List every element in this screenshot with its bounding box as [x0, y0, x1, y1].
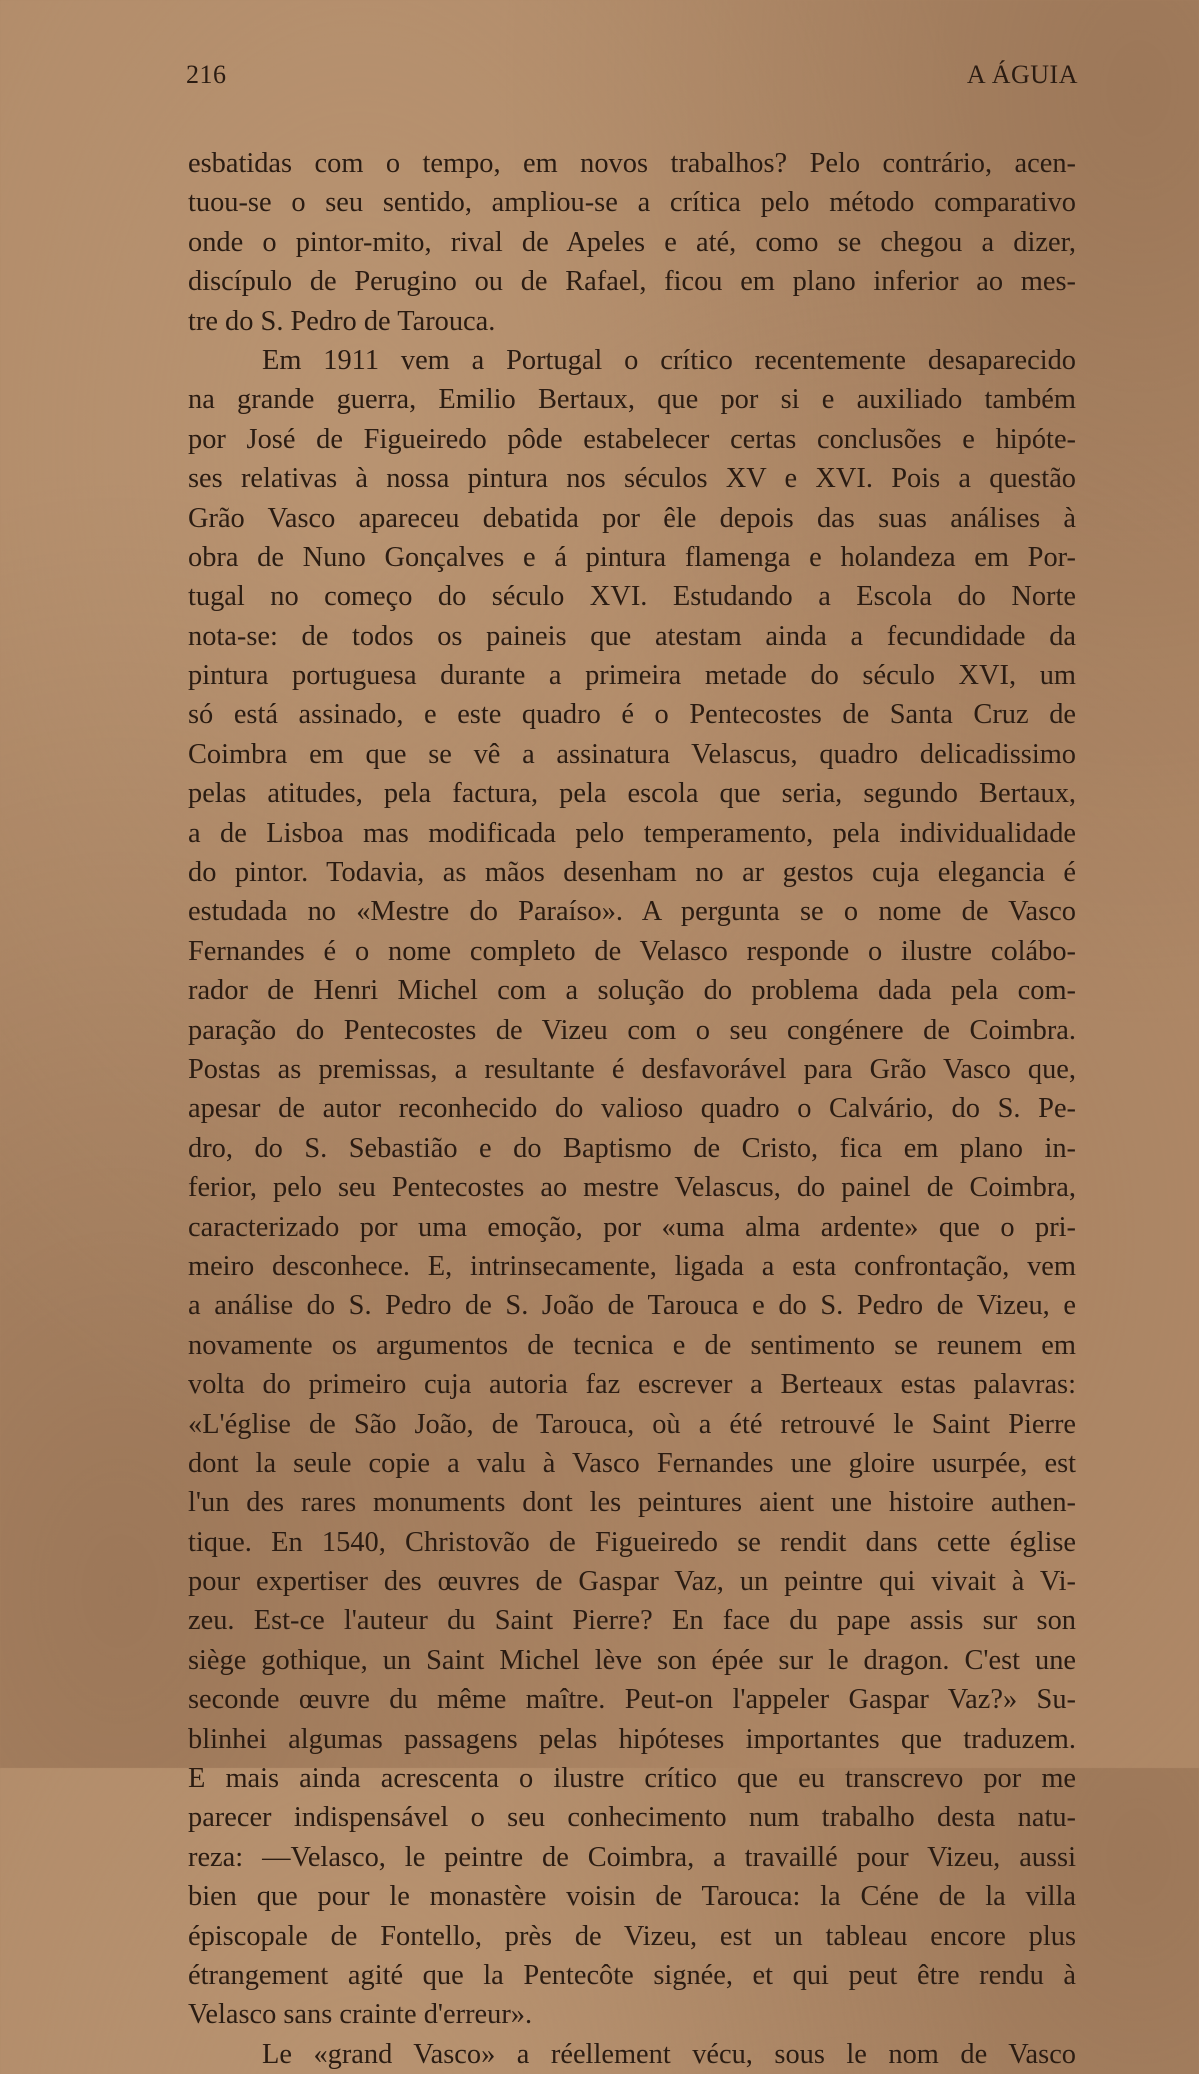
text-line: Le «grand Vasco» a réellement vécu, sous le nom de Vasco [262, 2038, 1076, 2070]
text-line: esbatidas com o tempo, em novos trabalhos? Pelo contrário, acen- [188, 148, 1076, 179]
text-line: Postas as premissas, a resultante é desfavorável para Grão Vasco que, [188, 1053, 1076, 1085]
text-line: Coimbra em que se vê a assinatura Velascus, quadro delicadissimo [188, 738, 1076, 770]
running-head: A ÁGUIA [966, 60, 1078, 89]
text-line: discípulo de Perugino ou de Rafael, ficou em plano inferior ao mes- [188, 266, 1076, 298]
text-line: só está assinado, e este quadro é o Pentecostes de Santa Cruz de [188, 699, 1076, 731]
text-line: Grão Vasco apareceu debatida por êle depois das suas análises à [188, 502, 1076, 534]
text-line: pelas atitudes, pela factura, pela escola que seria, segundo Bertaux, [188, 778, 1076, 810]
text-line: nota-se: de todos os paineis que atestam ainda a fecundidade da [188, 620, 1076, 652]
text-line: étrangement agité que la Pentecôte signée, et qui peut être rendu à [188, 1959, 1076, 1991]
text-line: seconde œuvre du même maître. Peut-on l'appeler Gaspar Vaz?» Su- [188, 1684, 1076, 1716]
text-line: Em 1911 vem a Portugal o crítico recentemente desaparecido [262, 344, 1076, 376]
text-line: do pintor. Todavia, as mãos desenham no ar gestos cuja elegancia é [188, 857, 1076, 889]
text-line: onde o pintor-mito, rival de Apeles e até, como se chegou a dizer, [188, 226, 1076, 258]
text-line: l'un des rares monuments dont les peintures aient une histoire authen- [188, 1487, 1076, 1519]
text-line: Fernandes é o nome completo de Velasco responde o ilustre colábo- [188, 935, 1076, 967]
text-line: ses relativas à nossa pintura nos séculos XV e XVI. Pois a questão [188, 463, 1076, 495]
text-line: blinhei algumas passagens pelas hipóteses importantes que traduzem. [188, 1723, 1076, 1755]
text-line: E mais ainda acrescenta o ilustre crítico que eu transcrevo por me [188, 1763, 1076, 1795]
text-line: tuou-se o seu sentido, ampliou-se a crítica pelo método comparativo [188, 187, 1076, 219]
text-line: épiscopale de Fontello, près de Vizeu, est un tableau encore plus [188, 1920, 1076, 1952]
text-line: a de Lisboa mas modificada pelo temperamento, pela individualidade [188, 817, 1076, 849]
text-line: dro, do S. Sebastião e do Baptismo de Cristo, fica em plano in- [188, 1132, 1076, 1164]
text-line: ferior, pelo seu Pentecostes ao mestre Velascus, do painel de Coimbra, [188, 1172, 1076, 1204]
text-line: volta do primeiro cuja autoria faz escrever a Berteaux estas palavras: [188, 1369, 1076, 1401]
page-header [186, 60, 1078, 100]
text-line: novamente os argumentos de tecnica e de sentimento se reunem em [188, 1329, 1076, 1361]
text-line: pintura portuguesa durante a primeira metade do século XVI, um [188, 660, 1076, 692]
text-line: bien que pour le monastère voisin de Tarouca: la Céne de la villa [188, 1881, 1076, 1913]
body-text [188, 144, 1076, 2074]
text-line: paração do Pentecostes de Vizeu com o seu congénere de Coimbra. [188, 1014, 1076, 1046]
text-line: na grande guerra, Emilio Bertaux, que por si e auxiliado também [188, 384, 1076, 416]
text-line: por José de Figueiredo pôde estabelecer certas conclusões e hipóte- [188, 423, 1076, 455]
text-line: pour expertiser des œuvres de Gaspar Vaz, un peintre qui vivait à Vi- [188, 1566, 1076, 1598]
text-line: rador de Henri Michel com a solução do problema dada pela com- [188, 975, 1076, 1007]
text-line: apesar de autor reconhecido do valioso quadro o Calvário, do S. Pe- [188, 1093, 1076, 1125]
text-line: tique. En 1540, Christovão de Figueiredo se rendit dans cette église [188, 1526, 1076, 1558]
text-line: «L'église de São João, de Tarouca, où a été retrouvé le Saint Pierre [188, 1408, 1076, 1440]
text-line: zeu. Est-ce l'auteur du Saint Pierre? En face du pape assis sur son [188, 1605, 1076, 1637]
text-line: tre do S. Pedro de Tarouca. [188, 305, 496, 337]
text-line: meiro desconhece. E, intrinsecamente, ligada a esta confrontação, vem [188, 1250, 1076, 1282]
text-line: parecer indispensável o seu conhecimento num trabalho desta natu- [188, 1802, 1076, 1834]
text-line: Velasco sans crainte d'erreur». [188, 1999, 533, 2031]
page-number: 216 [186, 60, 227, 89]
text-line: tugal no começo do século XVI. Estudando a Escola do Norte [188, 581, 1076, 613]
text-line: reza: —Velasco, le peintre de Coimbra, a travaillé pour Vizeu, aussi [188, 1841, 1076, 1873]
text-line: caracterizado por uma emoção, por «uma alma ardente» que o pri- [188, 1211, 1076, 1243]
text-line: siège gothique, un Saint Michel lève son épée sur le dragon. C'est une [188, 1644, 1076, 1676]
text-line: a análise do S. Pedro de S. João de Tarouca e do S. Pedro de Vizeu, e [188, 1290, 1076, 1322]
text-line: dont la seule copie a valu à Vasco Fernandes une gloire usurpée, est [188, 1447, 1076, 1479]
text-line: obra de Nuno Gonçalves e á pintura flamenga e holandeza em Por- [188, 541, 1076, 573]
text-line: estudada no «Mestre do Paraíso». A pergunta se o nome de Vasco [188, 896, 1076, 928]
